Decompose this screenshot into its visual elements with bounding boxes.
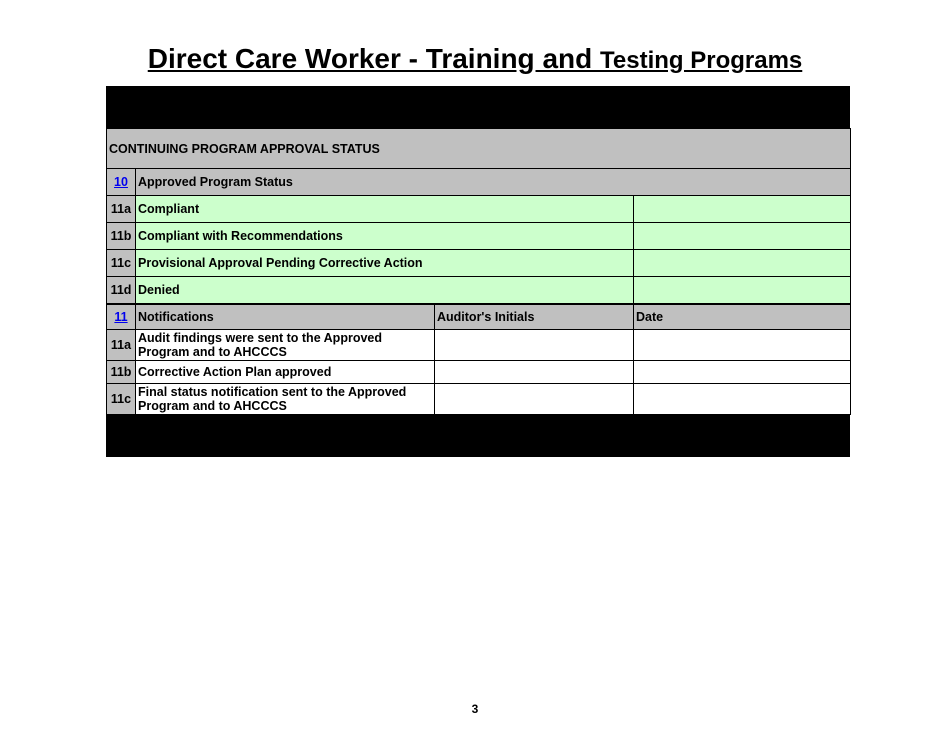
notification-row	[107, 330, 851, 361]
notification-row	[107, 361, 851, 384]
status-row	[107, 250, 851, 277]
status-number-link[interactable]: 10	[114, 175, 128, 189]
notification-row-label: Corrective Action Plan approved	[136, 361, 435, 384]
notification-row-id: 11b	[107, 361, 136, 384]
status-row	[107, 196, 851, 223]
date-header: Date	[634, 304, 851, 330]
notification-row-label: Audit findings were sent to the Approved Program and to AHCCCS	[136, 330, 435, 361]
status-row-id: 11c	[107, 250, 136, 277]
status-row-value[interactable]	[634, 223, 851, 250]
top-black-band	[106, 86, 850, 128]
status-row	[107, 223, 851, 250]
title-part1: Direct Care Worker - Training and	[147, 43, 600, 74]
status-number-cell	[107, 169, 136, 196]
notification-row	[107, 384, 851, 415]
approval-status-table	[106, 128, 851, 415]
section-header: CONTINUING PROGRAM APPROVAL STATUS	[107, 129, 851, 169]
status-row-label: Provisional Approval Pending Corrective Action	[136, 250, 634, 277]
status-row-label: Denied	[136, 277, 634, 304]
notification-row-id: 11a	[107, 330, 136, 361]
status-row-value[interactable]	[634, 196, 851, 223]
notifications-number-cell	[107, 304, 136, 330]
status-row-label: Compliant with Recommendations	[136, 223, 634, 250]
notification-initials-cell[interactable]	[435, 330, 634, 361]
notification-row-id: 11c	[107, 384, 136, 415]
status-row-label: Compliant	[136, 196, 634, 223]
page-number: 3	[471, 702, 479, 716]
approval-status-sheet	[106, 86, 850, 457]
status-header-label: Approved Program Status	[136, 169, 851, 196]
title-part2: Testing Programs	[600, 47, 803, 74]
status-row	[107, 277, 851, 304]
notification-date-cell[interactable]	[634, 330, 851, 361]
status-row-value[interactable]	[634, 277, 851, 304]
status-row-value[interactable]	[634, 250, 851, 277]
notification-initials-cell[interactable]	[435, 361, 634, 384]
notifications-header-label: Notifications	[136, 304, 435, 330]
auditor-initials-header: Auditor's Initials	[435, 304, 634, 330]
status-header-row	[107, 169, 851, 196]
notification-date-cell[interactable]	[634, 361, 851, 384]
bottom-black-band	[106, 415, 850, 457]
page-title	[0, 42, 950, 78]
notifications-header-row	[107, 304, 851, 330]
status-row-id: 11b	[107, 223, 136, 250]
notification-date-cell[interactable]	[634, 384, 851, 415]
section-header-row	[107, 129, 851, 169]
notification-initials-cell[interactable]	[435, 384, 634, 415]
notification-row-label: Final status notification sent to the Approved Program and to AHCCCS	[136, 384, 435, 415]
status-row-id: 11a	[107, 196, 136, 223]
status-row-id: 11d	[107, 277, 136, 304]
notifications-number-link[interactable]: 11	[114, 309, 128, 324]
